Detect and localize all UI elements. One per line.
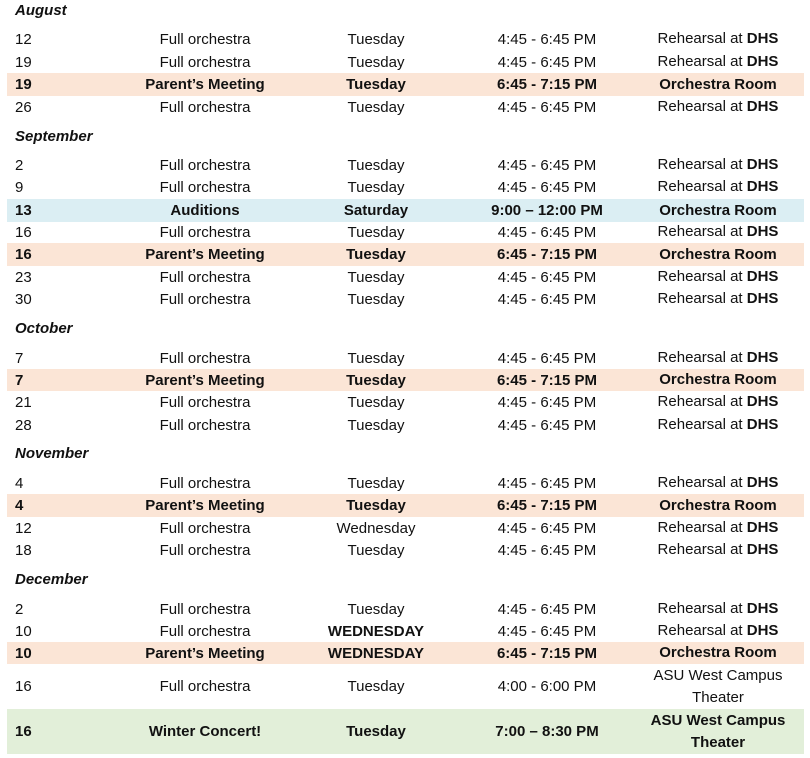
event-cell: Full orchestra: [159, 622, 251, 640]
day-cell: Tuesday: [347, 53, 405, 71]
location-name: Orchestra Room: [659, 371, 777, 388]
location-cell: [635, 288, 801, 310]
event-cell: Full orchestra: [159, 600, 251, 618]
date-cell: 12: [15, 30, 32, 48]
time-cell: 4:45 - 6:45 PM: [497, 30, 597, 48]
location-text: [658, 266, 779, 288]
time-cell: 4:45 - 6:45 PM: [497, 156, 597, 174]
location-text: [658, 517, 779, 539]
location-name: Orchestra Room: [659, 201, 777, 219]
location-cell: [635, 221, 801, 243]
date-cell: 18: [15, 541, 32, 559]
month-heading: August: [15, 2, 67, 19]
location-venue: DHS: [746, 541, 779, 558]
schedule-row: [7, 391, 804, 413]
location-venue: DHS: [746, 98, 779, 115]
location-name: Orchestra Room: [659, 644, 777, 661]
location-text: [659, 74, 777, 96]
time-cell: 4:00 - 6:00 PM: [497, 678, 597, 695]
date-cell: 2: [15, 156, 24, 174]
location-text: [658, 472, 779, 494]
location-name: Rehearsal at: [657, 416, 747, 433]
time-cell: 6:45 - 7:15 PM: [496, 644, 598, 662]
location-cell: [635, 347, 801, 369]
schedule-row: [7, 28, 804, 50]
location-venue: DHS: [746, 622, 779, 639]
schedule-row: [7, 414, 804, 436]
day-cell: Tuesday: [347, 474, 405, 492]
event-cell: Parent’s Meeting: [145, 76, 265, 93]
location-name: Rehearsal at: [657, 290, 747, 307]
location-cell: [635, 28, 801, 50]
location-name: Orchestra Room: [659, 496, 777, 514]
day-cell: Tuesday: [346, 371, 406, 389]
location-text: [658, 51, 779, 73]
location-venue: DHS: [746, 53, 779, 70]
day-cell: Tuesday: [347, 393, 405, 411]
location-cell: [635, 664, 801, 709]
location-name: ASU West Campus Theater: [653, 666, 783, 706]
location-text: [659, 244, 777, 266]
date-cell: 10: [15, 622, 32, 640]
location-cell: [635, 709, 801, 754]
location-cell: [635, 243, 801, 266]
location-name: Rehearsal at: [657, 349, 747, 366]
day-cell: Tuesday: [347, 600, 405, 618]
location-text: [658, 154, 779, 176]
day-cell: Tuesday: [347, 30, 405, 48]
day-cell: Tuesday: [346, 497, 406, 514]
schedule-row: [7, 620, 804, 642]
location-venue: DHS: [746, 268, 779, 285]
location-text: [658, 414, 779, 436]
location-name: Orchestra Room: [659, 75, 777, 93]
day-cell: Tuesday: [347, 678, 405, 695]
time-cell: 6:45 - 7:15 PM: [496, 246, 598, 263]
location-text: [659, 200, 777, 222]
schedule-row: [7, 642, 804, 664]
schedule-row: [7, 266, 804, 288]
date-cell: 7: [15, 349, 24, 367]
day-cell: Tuesday: [347, 416, 405, 434]
location-name: Rehearsal at: [657, 474, 747, 491]
schedule-row: [7, 51, 804, 73]
date-cell: 28: [15, 416, 32, 434]
date-cell: 4: [15, 497, 24, 514]
location-text: [659, 369, 777, 391]
event-cell: Full orchestra: [159, 678, 251, 695]
location-name: ASU West Campus Theater: [650, 711, 786, 751]
schedule-row: [7, 176, 804, 198]
day-cell: Wednesday: [336, 519, 416, 537]
location-name: Rehearsal at: [657, 393, 747, 410]
day-cell: Tuesday: [347, 290, 405, 308]
schedule-row: [7, 347, 804, 369]
location-text: [658, 598, 779, 620]
time-cell: 7:00 – 8:30 PM: [495, 723, 599, 740]
time-cell: 6:45 - 7:15 PM: [496, 76, 598, 93]
schedule-row: [7, 199, 804, 222]
location-text: [635, 665, 801, 709]
event-cell: Full orchestra: [159, 474, 251, 492]
location-name: Rehearsal at: [657, 519, 747, 536]
month-heading: November: [15, 445, 89, 462]
date-cell: 21: [15, 393, 32, 411]
location-cell: [635, 539, 801, 561]
event-cell: Auditions: [170, 202, 240, 219]
schedule-row: [7, 709, 804, 754]
date-cell: 2: [15, 600, 24, 618]
location-cell: [635, 620, 801, 642]
event-cell: Full orchestra: [159, 541, 251, 559]
location-text: [658, 176, 779, 198]
time-cell: 6:45 - 7:15 PM: [496, 497, 598, 514]
location-cell: [635, 494, 801, 517]
schedule-row: [7, 598, 804, 620]
date-cell: 26: [15, 98, 32, 116]
date-cell: 23: [15, 268, 32, 286]
date-cell: 16: [15, 246, 32, 263]
location-name: Rehearsal at: [657, 600, 747, 617]
date-cell: 19: [15, 76, 32, 93]
time-cell: 4:45 - 6:45 PM: [497, 268, 597, 286]
location-venue: DHS: [746, 600, 779, 617]
month-heading: September: [15, 128, 93, 145]
day-cell: Tuesday: [347, 349, 405, 367]
location-text: [658, 96, 779, 118]
location-cell: [635, 598, 801, 620]
location-name: Orchestra Room: [659, 245, 777, 263]
location-text: [658, 221, 779, 243]
time-cell: 4:45 - 6:45 PM: [497, 178, 597, 196]
event-cell: Full orchestra: [159, 416, 251, 434]
date-cell: 10: [15, 644, 32, 662]
day-cell: Tuesday: [347, 223, 405, 241]
location-text: [658, 347, 779, 369]
location-cell: [635, 369, 801, 391]
event-cell: Parent’s Meeting: [145, 246, 265, 263]
time-cell: 4:45 - 6:45 PM: [497, 98, 597, 116]
event-cell: Full orchestra: [159, 519, 251, 537]
time-cell: 6:45 - 7:15 PM: [496, 371, 598, 389]
time-cell: 4:45 - 6:45 PM: [497, 541, 597, 559]
event-cell: Full orchestra: [159, 393, 251, 411]
time-cell: 4:45 - 6:45 PM: [497, 416, 597, 434]
location-name: Rehearsal at: [657, 622, 747, 639]
day-cell: Tuesday: [347, 541, 405, 559]
schedule-row: [7, 472, 804, 494]
day-cell: Saturday: [343, 202, 409, 219]
schedule-row: [7, 73, 804, 96]
location-text: [658, 620, 779, 642]
location-text: [659, 642, 777, 664]
day-cell: WEDNESDAY: [327, 622, 425, 640]
location-name: Rehearsal at: [657, 178, 747, 195]
location-name: Rehearsal at: [657, 156, 747, 173]
time-cell: 4:45 - 6:45 PM: [497, 349, 597, 367]
event-cell: Full orchestra: [159, 30, 251, 48]
schedule-row: [7, 494, 804, 517]
location-name: Rehearsal at: [657, 268, 747, 285]
event-cell: Full orchestra: [159, 156, 251, 174]
date-cell: 4: [15, 474, 24, 492]
schedule-row: [7, 221, 804, 243]
location-venue: DHS: [746, 178, 779, 195]
event-cell: Parent’s Meeting: [145, 371, 265, 389]
day-cell: Tuesday: [347, 156, 405, 174]
schedule-row: [7, 517, 804, 539]
location-venue: DHS: [746, 30, 779, 47]
time-cell: 4:45 - 6:45 PM: [497, 600, 597, 618]
location-venue: DHS: [746, 393, 779, 410]
location-cell: [635, 517, 801, 539]
location-name: Rehearsal at: [657, 98, 747, 115]
location-venue: DHS: [746, 474, 779, 491]
schedule-row: [7, 154, 804, 176]
schedule-row: [7, 539, 804, 561]
location-name: Rehearsal at: [657, 223, 747, 240]
location-name: Rehearsal at: [657, 541, 747, 558]
location-text: [658, 539, 779, 561]
event-cell: Full orchestra: [159, 223, 251, 241]
day-cell: Tuesday: [346, 723, 406, 740]
location-venue: DHS: [746, 416, 779, 433]
location-text: [635, 710, 801, 754]
location-venue: DHS: [746, 290, 779, 307]
day-cell: Tuesday: [347, 268, 405, 286]
time-cell: 4:45 - 6:45 PM: [497, 223, 597, 241]
location-cell: [635, 176, 801, 198]
location-venue: DHS: [746, 349, 779, 366]
location-venue: DHS: [746, 156, 779, 173]
event-cell: Parent’s Meeting: [145, 497, 265, 514]
day-cell: Tuesday: [347, 178, 405, 196]
event-cell: Full orchestra: [159, 349, 251, 367]
location-cell: [635, 391, 801, 413]
event-cell: Full orchestra: [159, 268, 251, 286]
time-cell: 4:45 - 6:45 PM: [497, 622, 597, 640]
month-heading: October: [15, 320, 73, 337]
time-cell: 4:45 - 6:45 PM: [497, 290, 597, 308]
event-cell: Winter Concert!: [148, 723, 262, 740]
time-cell: 9:00 – 12:00 PM: [491, 202, 603, 219]
time-cell: 4:45 - 6:45 PM: [497, 53, 597, 71]
date-cell: 16: [15, 678, 32, 695]
location-cell: [635, 199, 801, 222]
location-name: Rehearsal at: [657, 53, 747, 70]
location-cell: [635, 472, 801, 494]
location-cell: [635, 414, 801, 436]
date-cell: 13: [15, 202, 32, 219]
location-cell: [635, 96, 801, 118]
date-cell: 30: [15, 290, 32, 308]
location-cell: [635, 73, 801, 96]
event-cell: Full orchestra: [159, 290, 251, 308]
month-heading: December: [15, 571, 88, 588]
date-cell: 16: [15, 223, 32, 241]
location-cell: [635, 51, 801, 73]
location-venue: DHS: [746, 519, 779, 536]
event-cell: Full orchestra: [159, 98, 251, 116]
day-cell: Tuesday: [347, 98, 405, 116]
location-cell: [635, 266, 801, 288]
day-cell: WEDNESDAY: [327, 644, 425, 662]
event-cell: Full orchestra: [159, 178, 251, 196]
day-cell: Tuesday: [346, 76, 406, 93]
location-cell: [635, 642, 801, 664]
date-cell: 7: [15, 371, 24, 389]
location-name: Rehearsal at: [657, 30, 747, 47]
location-cell: [635, 154, 801, 176]
date-cell: 12: [15, 519, 32, 537]
date-cell: 9: [15, 178, 24, 196]
time-cell: 4:45 - 6:45 PM: [497, 393, 597, 411]
location-text: [659, 495, 777, 517]
schedule-row: [7, 243, 804, 266]
event-cell: Full orchestra: [159, 53, 251, 71]
day-cell: Tuesday: [346, 246, 406, 263]
location-text: [658, 28, 779, 50]
event-cell: Parent’s Meeting: [145, 644, 265, 662]
location-text: [658, 288, 779, 310]
date-cell: 16: [15, 723, 32, 740]
date-cell: 19: [15, 53, 32, 71]
time-cell: 4:45 - 6:45 PM: [497, 474, 597, 492]
schedule-row: [7, 288, 804, 310]
time-cell: 4:45 - 6:45 PM: [497, 519, 597, 537]
schedule-row: [7, 96, 804, 118]
schedule-row: [7, 369, 804, 391]
location-text: [658, 391, 779, 413]
location-venue: DHS: [746, 223, 779, 240]
schedule-row: [7, 664, 804, 709]
